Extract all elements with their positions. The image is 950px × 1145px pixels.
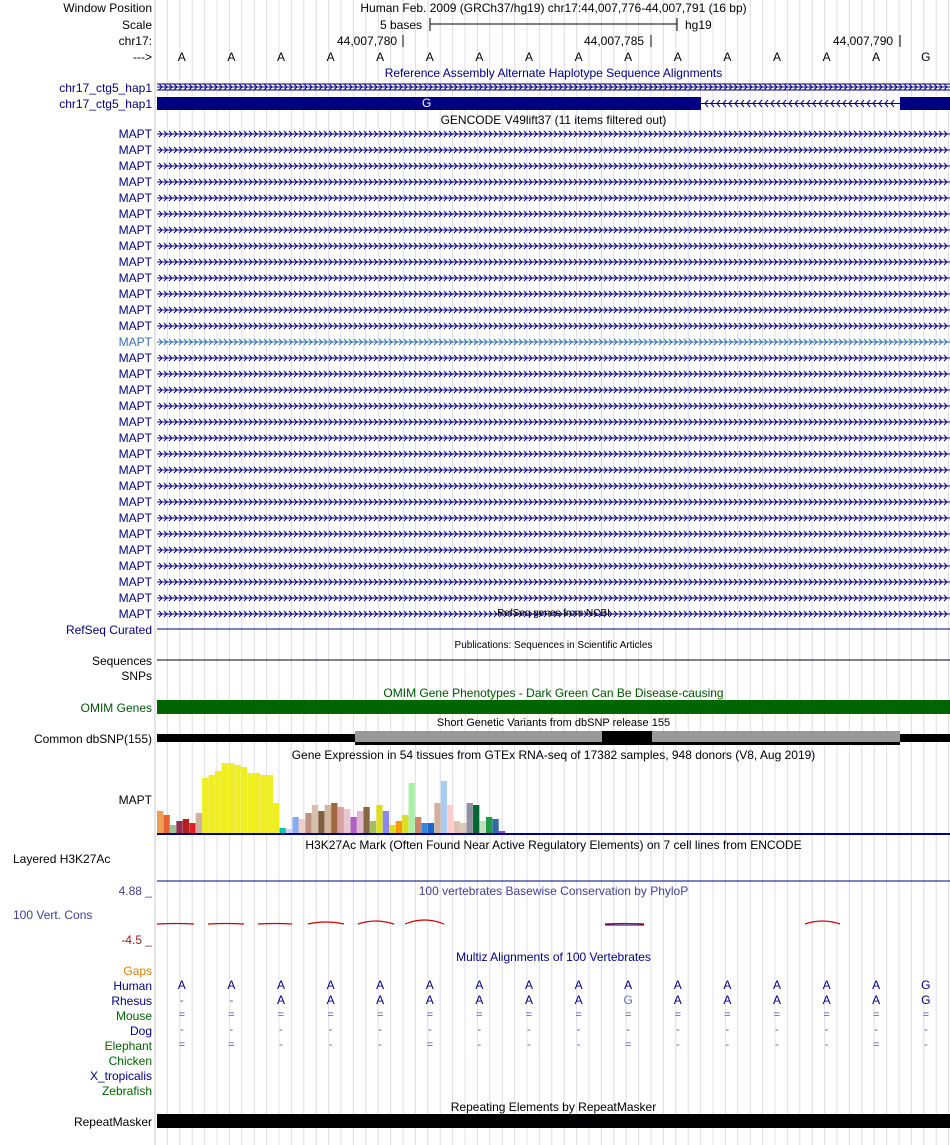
multiz-base: - (874, 1024, 879, 1036)
gencode-gene-label[interactable]: MAPT (118, 175, 152, 189)
multiz-base: - (229, 993, 234, 1007)
gencode-gene-label[interactable]: MAPT (118, 591, 152, 605)
reference-base: A (475, 50, 484, 64)
gtex-bar (370, 821, 376, 833)
gencode-gene-label[interactable]: MAPT (118, 319, 152, 333)
gencode-gene-label[interactable]: MAPT (118, 575, 152, 589)
multiz-base: - (179, 993, 184, 1007)
multiz-species-label[interactable]: Elephant (104, 1039, 152, 1053)
gtex-bar (196, 813, 202, 833)
multiz-species-label[interactable]: X_tropicalis (89, 1069, 152, 1083)
reference-base: A (772, 50, 781, 64)
gtex-bar (415, 817, 421, 833)
gtex-bar (441, 781, 447, 833)
gtex-title: Gene Expression in 54 tissues from GTEx RNA-seq of 17382 samples, 948 donors (V8, Aug 2019) (291, 748, 816, 762)
multiz-base: - (576, 1024, 581, 1036)
coord-tick-1: 44,007,780 (337, 34, 398, 48)
coord-tick-3: 44,007,790 (833, 34, 894, 48)
multiz-base: = (922, 1009, 930, 1021)
multiz-base: A (772, 993, 781, 1007)
publications-label-snps[interactable]: SNPs (121, 669, 152, 683)
multiz-base: A (177, 978, 186, 992)
multiz-base: = (624, 1009, 632, 1021)
gtex-bar (228, 763, 234, 833)
gtex-bar (183, 819, 189, 833)
multiz-base: = (228, 1039, 235, 1051)
multiz-base: A (276, 978, 285, 992)
multiz-base: A (475, 978, 484, 992)
reference-base: A (376, 50, 385, 64)
multiz-base: A (425, 978, 434, 992)
multiz-base: = (376, 1009, 384, 1021)
gtex-bar (318, 811, 324, 833)
gtex-bar (325, 805, 331, 833)
multiz-base: A (822, 993, 831, 1007)
alt-haplotype-bar-base: G (422, 96, 432, 110)
gtex-bar (163, 815, 169, 833)
gtex-bar (247, 773, 253, 833)
multiz-base: - (229, 1024, 234, 1036)
dbsnp-title: Short Genetic Variants from dbSNP release 155 (436, 717, 671, 729)
gencode-gene-label[interactable]: MAPT (118, 335, 152, 349)
publications-label-sequences[interactable]: Sequences (91, 654, 152, 668)
multiz-base: - (824, 1024, 829, 1036)
gtex-bar (305, 813, 311, 833)
gencode-gene-label[interactable]: MAPT (118, 495, 152, 509)
multiz-base: A (822, 978, 831, 992)
gtex-bar (254, 773, 260, 833)
gtex-bar (409, 783, 415, 833)
multiz-base: - (775, 1024, 779, 1036)
multiz-base: - (576, 1039, 581, 1051)
gtex-bar (357, 811, 363, 833)
multiz-base: = (823, 1009, 830, 1021)
reference-base: A (425, 50, 434, 64)
multiz-base: = (575, 1009, 582, 1021)
multiz-base: - (923, 1024, 928, 1036)
reference-base: G (921, 50, 931, 64)
multiz-species-label[interactable]: Mouse (115, 1009, 152, 1023)
multiz-base: A (326, 993, 335, 1007)
multiz-base: A (376, 978, 385, 992)
reference-base: A (276, 50, 285, 64)
gencode-gene-label[interactable]: MAPT (118, 543, 152, 557)
gtex-bar (170, 825, 176, 833)
gencode-gene-label[interactable]: MAPT (118, 367, 152, 381)
gencode-gene-label[interactable]: MAPT (118, 223, 152, 237)
multiz-base: A (872, 993, 881, 1007)
multiz-base: = (624, 1039, 632, 1051)
multiz-base: = (426, 1009, 434, 1021)
reference-base: A (326, 50, 335, 64)
multiz-base: - (675, 1039, 680, 1051)
multiz-base: A (227, 978, 236, 992)
multiz-base: = (476, 1009, 483, 1021)
multiz-base: G (623, 993, 633, 1007)
reference-base: A (673, 50, 682, 64)
gencode-gene-label[interactable]: MAPT (118, 303, 152, 317)
repeatmasker-title: Repeating Elements by RepeatMasker (450, 1100, 657, 1114)
reference-base: A (624, 50, 633, 64)
gencode-gene-label[interactable]: MAPT (118, 159, 152, 173)
multiz-base: - (427, 1024, 432, 1036)
gtex-bar (286, 829, 292, 833)
reference-base: A (177, 50, 186, 64)
gtex-bar (434, 803, 440, 833)
multiz-base: - (378, 1039, 383, 1051)
multiz-base: G (921, 993, 931, 1007)
phylop-wiggle (308, 922, 344, 924)
reference-base: A (227, 50, 236, 64)
multiz-base: A (475, 993, 484, 1007)
gencode-gene-label[interactable]: MAPT (118, 127, 152, 141)
gencode-gene-label[interactable]: MAPT (118, 415, 152, 429)
gtex-bar (241, 767, 247, 833)
multiz-base: = (872, 1009, 880, 1021)
multiz-base: - (775, 1039, 779, 1051)
publications-title: Publications: Sequences in Scientific Articles (454, 640, 653, 651)
refseq-label[interactable]: RefSeq Curated (65, 623, 152, 637)
reference-base: A (822, 50, 831, 64)
alt-haplotype-block-right (900, 97, 950, 110)
gtex-bar (234, 765, 240, 833)
gencode-gene-label[interactable]: MAPT (118, 463, 152, 477)
alt-haplotype-label-2[interactable]: chr17_ctg5_hap1 (59, 97, 152, 111)
multiz-base: A (624, 978, 633, 992)
multiz-base: - (378, 1024, 383, 1036)
phylop-min: -4.5 _ (121, 933, 152, 947)
multiz-base: = (773, 1009, 781, 1021)
multiz-base: = (724, 1009, 731, 1021)
reference-base: A (872, 50, 881, 64)
gtex-bar (351, 817, 357, 833)
gencode-gene-label[interactable]: MAPT (118, 255, 152, 269)
gtex-bar (480, 821, 486, 833)
multiz-base: = (178, 1009, 186, 1021)
h3k27ac-title: H3K27Ac Mark (Often Found Near Active Regulatory Elements) on 7 cell lines from ENCODE (305, 838, 802, 852)
gtex-bar (428, 823, 434, 833)
gtex-bar (499, 831, 505, 833)
multiz-base: = (327, 1009, 334, 1021)
gtex-bar (267, 775, 273, 833)
multiz-base: G (921, 978, 931, 992)
gencode-gene-label[interactable]: MAPT (118, 559, 152, 573)
gencode-gene-label[interactable]: MAPT (118, 399, 152, 413)
gencode-title: GENCODE V49lift37 (11 items filtered out) (440, 113, 667, 127)
gtex-bar (344, 809, 350, 833)
gencode-gene-label[interactable]: MAPT (118, 191, 152, 205)
gencode-gene-label[interactable]: MAPT (118, 511, 152, 525)
omim-title: OMIM Gene Phenotypes - Dark Green Can Be Disease-causing (383, 686, 724, 700)
gencode-gene-label[interactable]: MAPT (118, 383, 152, 397)
multiz-base: - (477, 1039, 482, 1051)
gtex-bar (447, 805, 453, 833)
multiz-species-label[interactable]: Dog (129, 1024, 152, 1038)
multiz-base: A (524, 993, 533, 1007)
omim-label[interactable]: OMIM Genes (80, 701, 152, 715)
scale-db: hg19 (685, 18, 712, 32)
multiz-base: A (723, 978, 732, 992)
multiz-gaps-label: Gaps (123, 964, 152, 978)
gtex-bar (280, 828, 286, 833)
gtex-bar (260, 775, 266, 833)
gtex-bar (402, 815, 408, 833)
multiz-base: A (524, 978, 533, 992)
gencode-gene-label[interactable]: MAPT (118, 287, 152, 301)
window-position-value: Human Feb. 2009 (GRCh37/hg19) chr17:44,007,776-44,007,791 (16 bp) (360, 1, 747, 15)
gtex-bar (299, 819, 305, 833)
gtex-bar (389, 825, 395, 833)
gtex-bar (222, 763, 228, 833)
multiz-base: = (674, 1009, 682, 1021)
multiz-base: A (326, 978, 335, 992)
phylop-wiggle (208, 924, 244, 925)
gencode-gene-label[interactable]: MAPT (118, 207, 152, 221)
phylop-wiggle (405, 920, 444, 924)
gtex-bar (363, 807, 369, 833)
gtex-bar (215, 771, 221, 833)
multiz-base: = (228, 1009, 235, 1021)
gtex-bar (376, 805, 382, 833)
h3k27ac-label[interactable]: Layered H3K27Ac (13, 852, 111, 866)
multiz-base: - (824, 1039, 829, 1051)
reference-base: A (574, 50, 583, 64)
gtex-bar (486, 817, 492, 833)
chrom-label: chr17: (118, 34, 152, 48)
multiz-base: A (872, 978, 881, 992)
gtex-bar (312, 805, 318, 833)
multiz-base: = (178, 1039, 186, 1051)
gtex-bar (292, 817, 298, 833)
phylop-title: 100 vertebrates Basewise Conservation by PhyloP (418, 884, 689, 898)
gtex-bar (473, 805, 479, 833)
gencode-gene-label[interactable]: MAPT (118, 239, 152, 253)
multiz-base: - (328, 1039, 333, 1051)
gtex-bar (331, 803, 337, 833)
phylop-max: 4.88 _ (118, 884, 152, 898)
gencode-gene-label[interactable]: MAPT (118, 271, 152, 285)
gencode-gene-label[interactable]: MAPT (118, 351, 152, 365)
phylop-wiggle (605, 924, 644, 925)
multiz-base: - (279, 1024, 283, 1036)
phylop-wiggle (358, 921, 394, 924)
gencode-gene-label[interactable]: MAPT (118, 607, 152, 621)
gencode-gene-label[interactable]: MAPT (118, 479, 152, 493)
multiz-base: - (328, 1024, 333, 1036)
alt-haplotype-title: Reference Assembly Alternate Haplotype Sequence Alignments (384, 66, 723, 80)
gtex-bar (467, 803, 473, 833)
gtex-bar (421, 823, 427, 833)
multiz-base: = (525, 1009, 533, 1021)
multiz-base: A (772, 978, 781, 992)
gtex-bar (176, 821, 182, 833)
alt-haplotype-label-1[interactable]: chr17_ctg5_hap1 (59, 81, 152, 95)
window-position-label: Window Position (63, 1, 152, 15)
gtex-bar (189, 823, 195, 833)
gencode-gene-label[interactable]: MAPT (118, 527, 152, 541)
phylop-wiggle (258, 924, 292, 925)
strand-label: ---> (133, 50, 152, 64)
multiz-base: - (675, 1024, 680, 1036)
multiz-title: Multiz Alignments of 100 Vertebrates (456, 950, 651, 964)
gencode-gene-label[interactable]: MAPT (118, 447, 152, 461)
multiz-base: - (527, 1039, 531, 1051)
multiz-species-label[interactable]: Chicken (108, 1054, 152, 1068)
multiz-base: A (723, 993, 732, 1007)
gtex-bar (202, 778, 208, 833)
omim-bar (157, 700, 950, 714)
gtex-bar (454, 821, 460, 833)
gencode-gene-label[interactable]: MAPT (118, 431, 152, 445)
multiz-base: - (279, 1039, 283, 1051)
reference-base: A (723, 50, 732, 64)
phylop-wiggle (805, 921, 840, 924)
gtex-bar (338, 807, 344, 833)
gtex-bar (396, 821, 402, 833)
gtex-bar (157, 811, 163, 833)
scale-label: Scale (121, 18, 152, 32)
gtex-label[interactable]: MAPT (118, 793, 152, 807)
multiz-base: - (179, 1024, 184, 1036)
multiz-base: A (574, 978, 583, 992)
phylop-wiggle (157, 924, 194, 925)
multiz-base: A (673, 993, 682, 1007)
multiz-species-label[interactable]: Human (113, 979, 152, 993)
repeatmasker-label[interactable]: RepeatMasker (73, 1115, 152, 1129)
coord-tick-2: 44,007,785 (584, 34, 645, 48)
multiz-base: - (725, 1024, 730, 1036)
multiz-base: A (276, 993, 285, 1007)
multiz-base: - (923, 1039, 928, 1051)
gtex-bar (492, 819, 498, 833)
refseq-title: RefSeq genes from NCBI (497, 608, 610, 619)
multiz-species-label[interactable]: Zebrafish (101, 1084, 152, 1098)
multiz-base: - (626, 1024, 631, 1036)
gtex-bar (383, 811, 389, 833)
gtex-bar (273, 803, 279, 833)
phylop-label[interactable]: 100 Vert. Cons (13, 908, 93, 922)
multiz-base: = (872, 1039, 880, 1051)
multiz-base: A (376, 993, 385, 1007)
gtex-bar (209, 775, 215, 833)
multiz-base: - (477, 1024, 482, 1036)
multiz-base: - (725, 1039, 730, 1051)
multiz-base: = (426, 1039, 434, 1051)
multiz-species-label[interactable]: Rhesus (111, 994, 152, 1008)
reference-base: A (524, 50, 533, 64)
multiz-base: A (574, 993, 583, 1007)
repeatmasker-bar (157, 1114, 950, 1128)
dbsnp-gray-bottom (355, 742, 900, 745)
multiz-base: A (673, 978, 682, 992)
multiz-base: - (527, 1024, 531, 1036)
gtex-bar (460, 823, 466, 833)
gencode-gene-label[interactable]: MAPT (118, 143, 152, 157)
scale-text: 5 bases (380, 18, 423, 32)
dbsnp-label[interactable]: Common dbSNP(155) (33, 732, 152, 746)
multiz-base: A (425, 993, 434, 1007)
multiz-base: = (277, 1009, 285, 1021)
